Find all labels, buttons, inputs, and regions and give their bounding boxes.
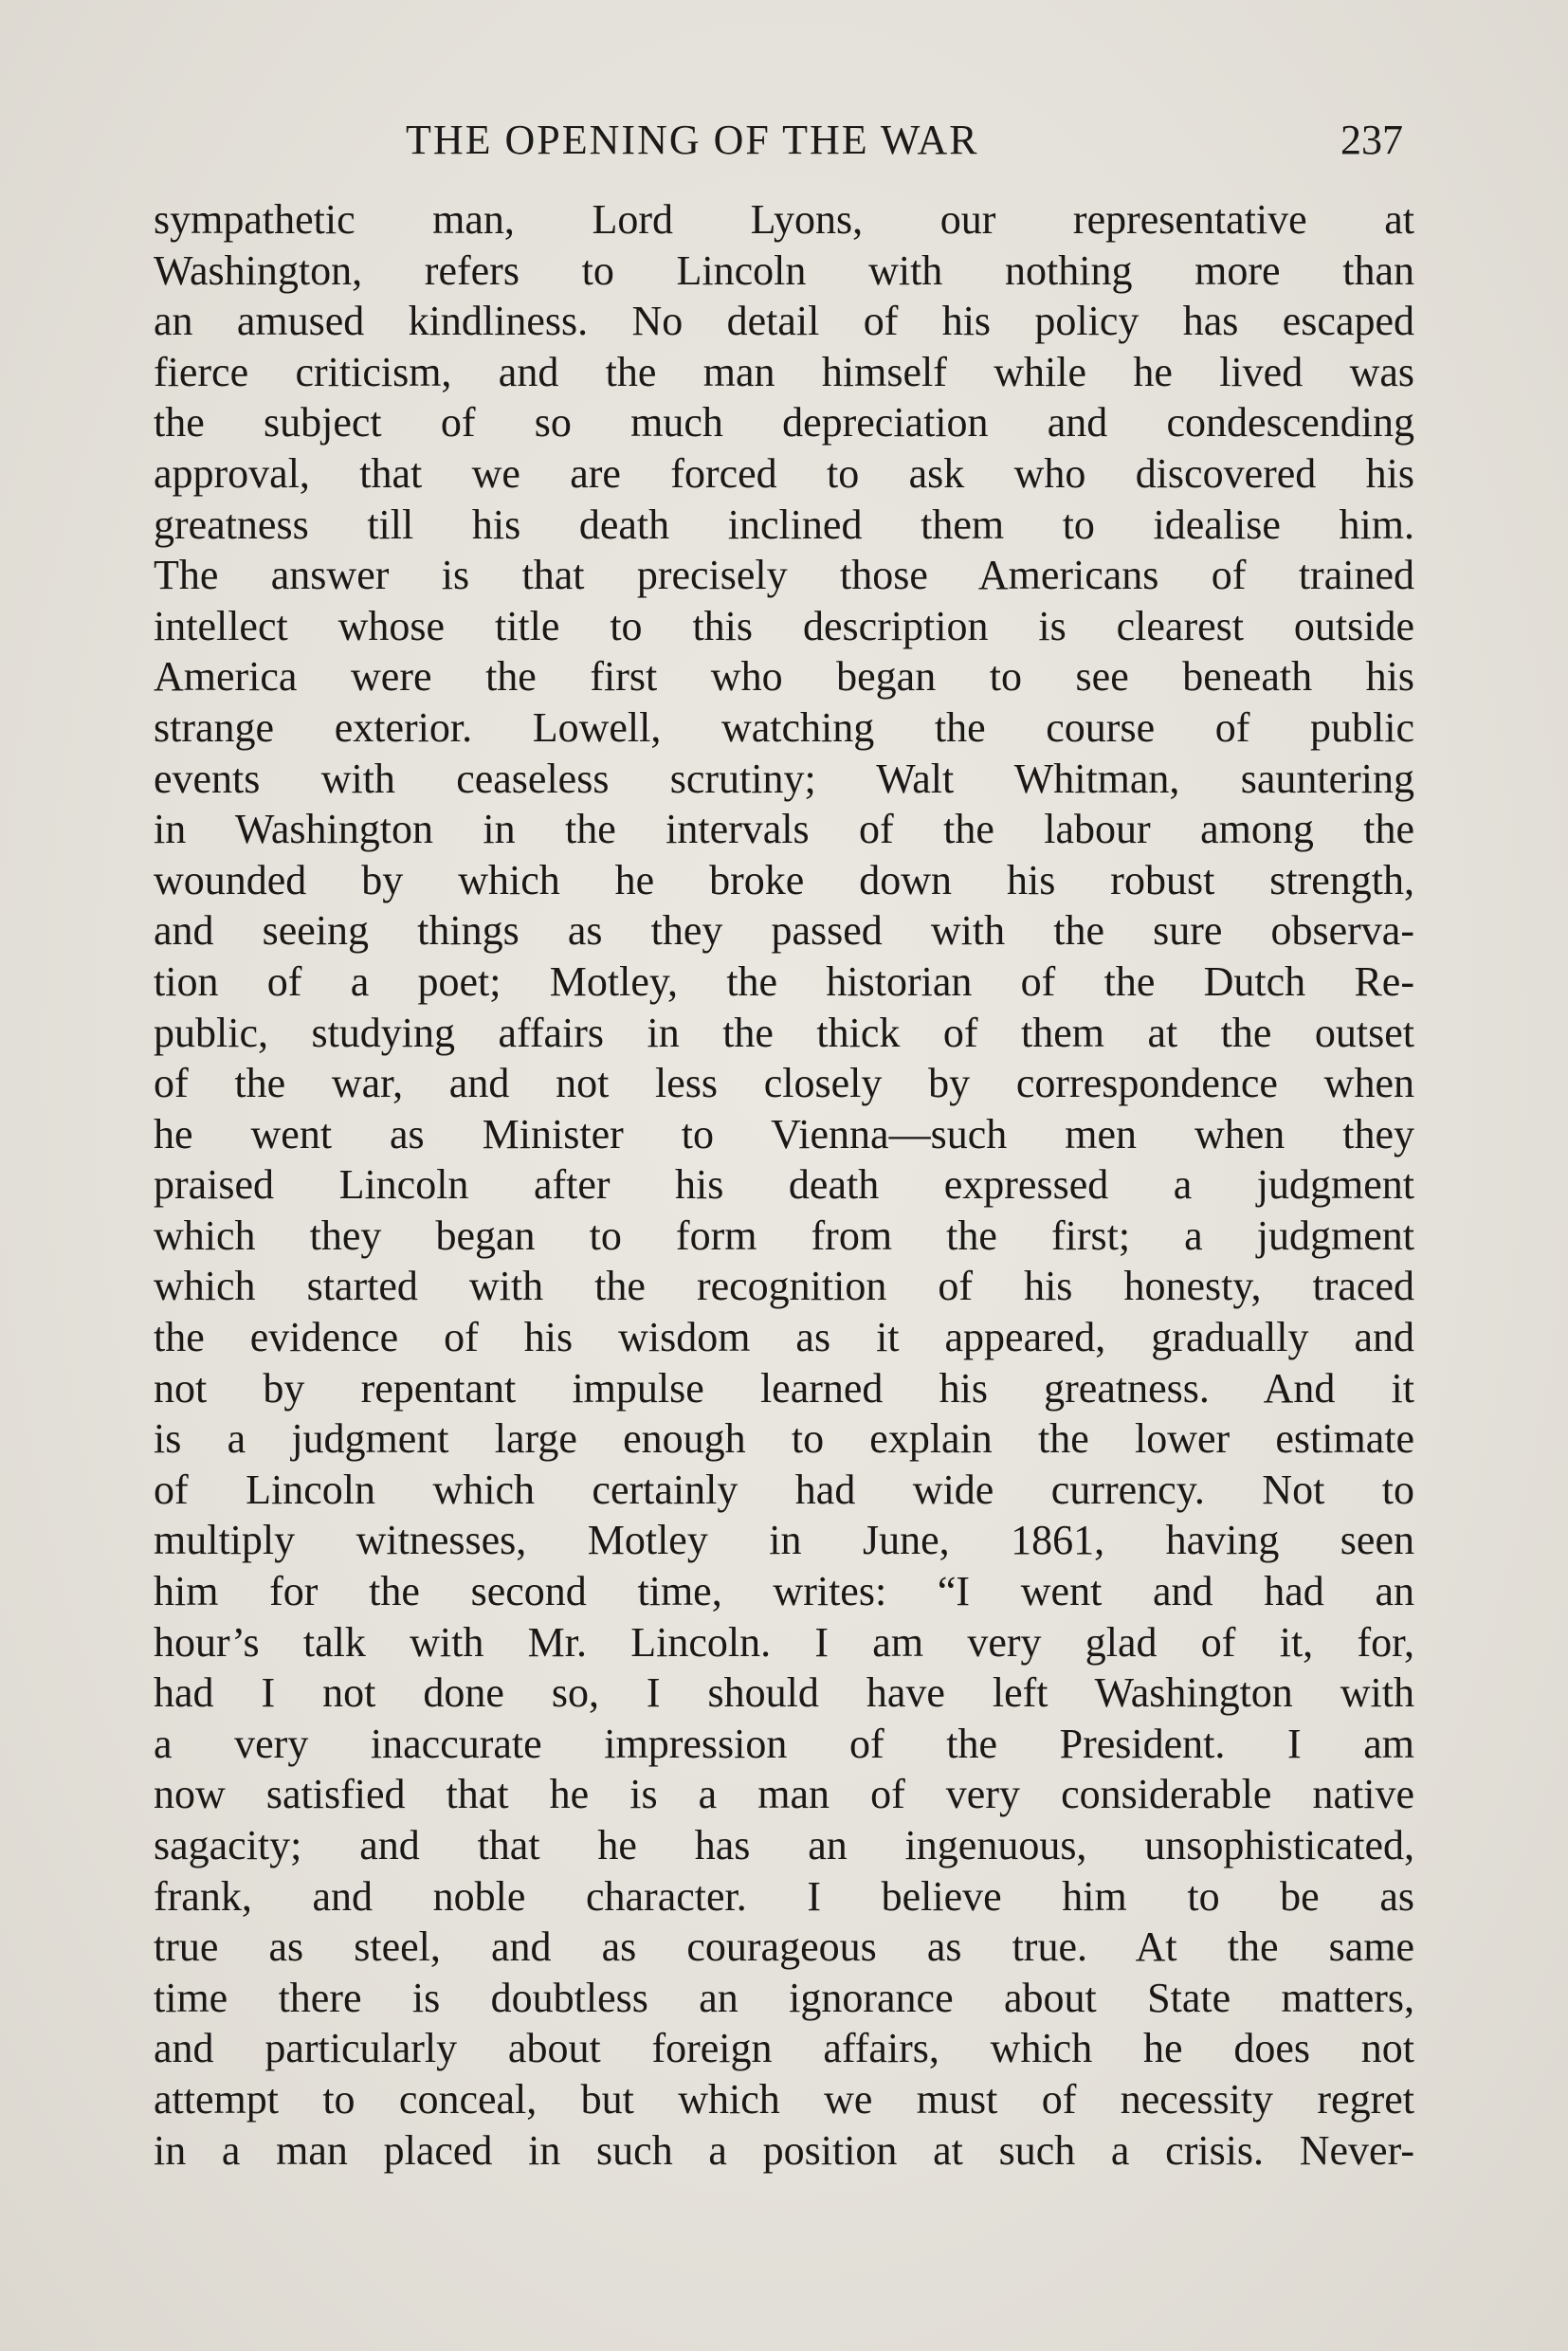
text-line: public, studying affairs in the thick of them at the outset — [154, 1009, 1414, 1056]
text-line: frank, and noble character. I believe him to be as — [154, 1872, 1414, 1920]
text-line: time there is doubtless an ignorance about State matters, — [154, 1974, 1414, 2021]
text-line: in Washington in the intervals of the labour among the — [154, 806, 1414, 853]
text-line: approval, that we are forced to ask who discovered his — [154, 449, 1414, 497]
text-line: an amused kindliness. No detail of his policy has escaped — [154, 298, 1414, 345]
text-line: true as steel, and as courageous as true. At the same — [154, 1923, 1414, 1971]
text-line: sympathetic man, Lord Lyons, our representative at — [154, 196, 1414, 243]
body-text — [154, 194, 1414, 2176]
text-line: hour’s talk with Mr. Lincoln. I am very glad of it, for, — [154, 1618, 1414, 1666]
text-line: had I not done so, I should have left Washington with — [154, 1669, 1414, 1717]
text-line: tion of a poet; Motley, the historian of the Dutch Re- — [154, 957, 1414, 1005]
text-line: Washington, refers to Lincoln with nothing more than — [154, 246, 1414, 294]
text-line: The answer is that precisely those Americans of trained — [154, 552, 1414, 599]
text-line: is a judgment large enough to explain the lower estimate — [154, 1415, 1414, 1463]
text-line: sagacity; and that he has an ingenuous, unsophisticated, — [154, 1822, 1414, 1868]
text-line: multiply witnesses, Motley in June, 1861, having seen — [154, 1517, 1414, 1564]
text-line: America were the first who began to see beneath his — [154, 653, 1414, 701]
text-line: intellect whose title to this description is clearest outside — [154, 602, 1414, 649]
text-line: and seeing things as they passed with the sure observa- — [154, 907, 1414, 955]
text-line: a very inaccurate impression of the President. I am — [154, 1720, 1414, 1767]
text-line: in a man placed in such a position at such a crisis. Never- — [154, 2126, 1414, 2174]
text-line: of the war, and not less closely by correspondence when — [154, 1060, 1414, 1107]
text-line: which they began to form from the first; a judgment — [154, 1212, 1414, 1259]
text-line: the subject of so much depreciation and condescending — [154, 399, 1414, 447]
page-number: 237 — [1340, 117, 1403, 163]
text-line: him for the second time, writes: “I went and had an — [154, 1568, 1414, 1615]
text-line: he went as Minister to Vienna—such men when they — [154, 1110, 1414, 1157]
running-head — [152, 112, 1403, 169]
text-line: greatness till his death inclined them to idealise him. — [154, 501, 1414, 548]
text-line: of Lincoln which certainly had wide currency. Not to — [154, 1466, 1414, 1513]
text-line: attempt to conceal, but which we must of necessity regret — [154, 2075, 1414, 2123]
text-line: strange exterior. Lowell, watching the course of public — [154, 703, 1414, 751]
text-line: wounded by which he broke down his robust strength, — [154, 856, 1414, 903]
text-line: which started with the recognition of his honesty, traced — [154, 1263, 1414, 1310]
text-line: events with ceaseless scrutiny; Walt Whitman, sauntering — [154, 755, 1414, 802]
text-line: fierce criticism, and the man himself while he lived was — [154, 348, 1414, 395]
text-line: the evidence of his wisdom as it appeared, gradually and — [154, 1314, 1414, 1361]
text-line: not by repentant impulse learned his greatness. And it — [154, 1364, 1414, 1412]
text-line: and particularly about foreign affairs, which he does not — [154, 2025, 1414, 2072]
text-line: praised Lincoln after his death expressed a judgment — [154, 1161, 1414, 1209]
running-title: THE OPENING OF THE WAR — [406, 117, 979, 163]
text-line: now satisfied that he is a man of very considerable native — [154, 1771, 1414, 1818]
